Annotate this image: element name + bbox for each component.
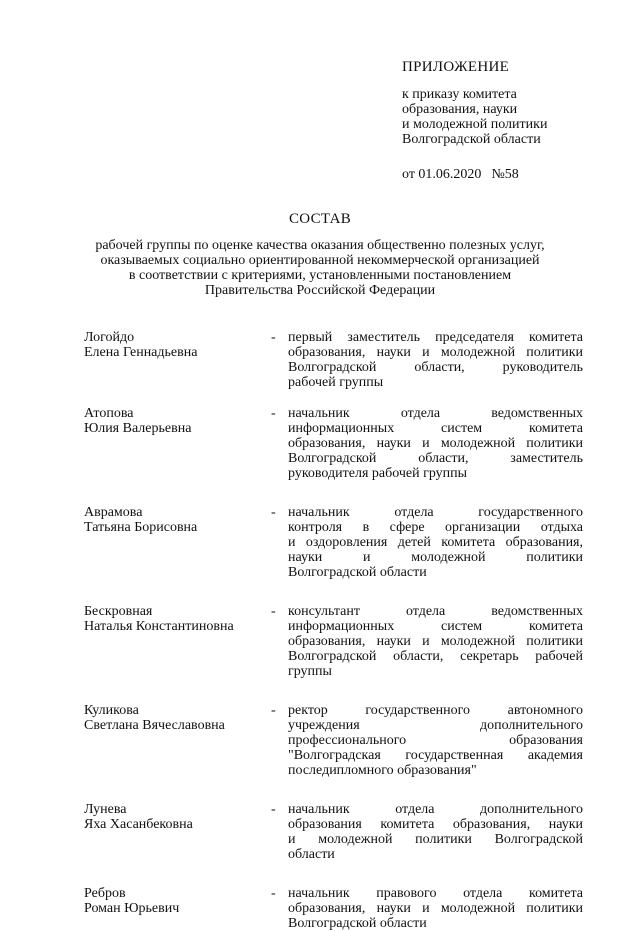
members-list — [84, 330, 584, 931]
member-role-line: Волгоградской области, руководитель — [288, 360, 583, 375]
member-role-line: Волгоградской области, секретарь рабочей — [288, 649, 583, 664]
member-surname: Аврамова — [84, 505, 143, 520]
appendix-heading: ПРИЛОЖЕНИЕ — [402, 59, 510, 75]
member-dash: - — [271, 703, 276, 718]
member-role-line: образования, науки и молодежной политики — [288, 634, 583, 649]
member-role — [288, 505, 583, 580]
member-role-line: начальник отдела дополнительного — [288, 802, 583, 817]
member-dash: - — [271, 886, 276, 901]
member-role-line: образования, науки и молодежной политики — [288, 436, 583, 451]
subtitle-line: оказываемых социально ориентированной некоммерческой организацией — [100, 253, 540, 268]
member-role-line: первый заместитель председателя комитета — [288, 330, 583, 345]
member-role-line: начальник отдела ведомственных — [288, 406, 583, 421]
member-surname: Атопова — [84, 406, 134, 421]
member-given-name: Татьяна Борисовна — [84, 520, 198, 535]
order-number: №58 — [491, 167, 519, 182]
member-role-line: информационных систем комитета — [288, 421, 583, 436]
member-role — [288, 406, 583, 481]
document-subtitle — [60, 238, 580, 298]
order-reference — [402, 167, 602, 182]
member-role-line: группы — [288, 664, 332, 679]
member-dash: - — [271, 802, 276, 817]
member-role-line: начальник отдела государственного — [288, 505, 583, 520]
member-dash: - — [271, 505, 276, 520]
member-role-line: Волгоградской области — [288, 565, 427, 580]
member-surname: Бескровная — [84, 604, 153, 619]
member-role-line: образования, науки и молодежной политики — [288, 345, 583, 360]
member-role — [288, 604, 583, 679]
member-name — [84, 886, 269, 916]
member-given-name: Наталья Константиновна — [84, 619, 234, 634]
member-surname: Куликова — [84, 703, 139, 718]
member-entry — [84, 505, 584, 580]
document-title: СОСТАВ — [288, 211, 352, 227]
member-role — [288, 802, 583, 862]
appendix-block — [402, 60, 602, 182]
member-given-name: Юлия Валерьевна — [84, 421, 192, 436]
member-dash: - — [271, 604, 276, 619]
member-name — [84, 505, 269, 535]
member-name — [84, 406, 269, 436]
member-role — [288, 703, 583, 778]
member-role-line: профессионального образования — [288, 733, 583, 748]
member-given-name: Яха Хасанбековна — [84, 817, 193, 832]
member-dash: - — [271, 330, 276, 345]
member-role-line: "Волгоградская государственная академия — [288, 748, 583, 763]
appendix-line: Волгоградской области — [402, 132, 541, 147]
subtitle-line: Правительства Российской Федерации — [204, 283, 436, 298]
appendix-line: и молодежной политики — [402, 117, 548, 132]
member-role-line: консультант отдела ведомственных — [288, 604, 583, 619]
member-role-line: области — [288, 847, 335, 862]
member-role — [288, 330, 583, 390]
member-role-line: и молодежной политики Волгоградской — [288, 832, 583, 847]
member-role-line: начальник правового отдела комитета — [288, 886, 583, 901]
member-role-line: образования комитета образования, науки — [288, 817, 583, 832]
member-role-line: и оздоровления детей комитета образования, — [288, 535, 583, 550]
member-role-line: последипломного образования" — [288, 763, 477, 778]
member-role-line: науки и молодежной политики — [288, 550, 583, 565]
member-entry — [84, 406, 584, 481]
member-dash: - — [271, 406, 276, 421]
member-entry — [84, 802, 584, 862]
member-surname: Ребров — [84, 886, 126, 901]
member-role-line: учреждения дополнительного — [288, 718, 583, 733]
member-given-name: Светлана Вячеславовна — [84, 718, 225, 733]
member-role-line: Волгоградской области, заместитель — [288, 451, 583, 466]
member-role-line: ректор государственного автономного — [288, 703, 583, 718]
appendix-line: образования, науки — [402, 102, 518, 117]
subtitle-line: в соответствии с критериями, установленными постановлением — [128, 268, 512, 283]
member-given-name: Елена Геннадьевна — [84, 345, 198, 360]
subtitle-line: рабочей группы по оценке качества оказания общественно полезных услуг, — [95, 238, 545, 253]
member-given-name: Роман Юрьевич — [84, 901, 180, 916]
appendix-line: к приказу комитета — [402, 87, 517, 102]
member-role-line: рабочей группы — [288, 375, 384, 390]
order-date: от 01.06.2020 — [402, 167, 482, 182]
member-role-line: образования, науки и молодежной политики — [288, 901, 583, 916]
member-role-line: информационных систем комитета — [288, 619, 583, 634]
member-role-line: руководителя рабочей группы — [288, 466, 468, 481]
member-name — [84, 802, 269, 832]
member-entry — [84, 604, 584, 679]
member-role-line: Волгоградской области — [288, 916, 427, 931]
member-role-line: контроля в сфере организации отдыха — [288, 520, 583, 535]
member-entry — [84, 703, 584, 778]
member-role — [288, 886, 583, 931]
member-entry — [84, 330, 584, 390]
member-surname: Логойдо — [84, 330, 135, 345]
member-name — [84, 703, 269, 733]
member-entry — [84, 886, 584, 931]
member-name — [84, 604, 269, 634]
member-surname: Лунева — [84, 802, 127, 817]
member-name — [84, 330, 269, 360]
